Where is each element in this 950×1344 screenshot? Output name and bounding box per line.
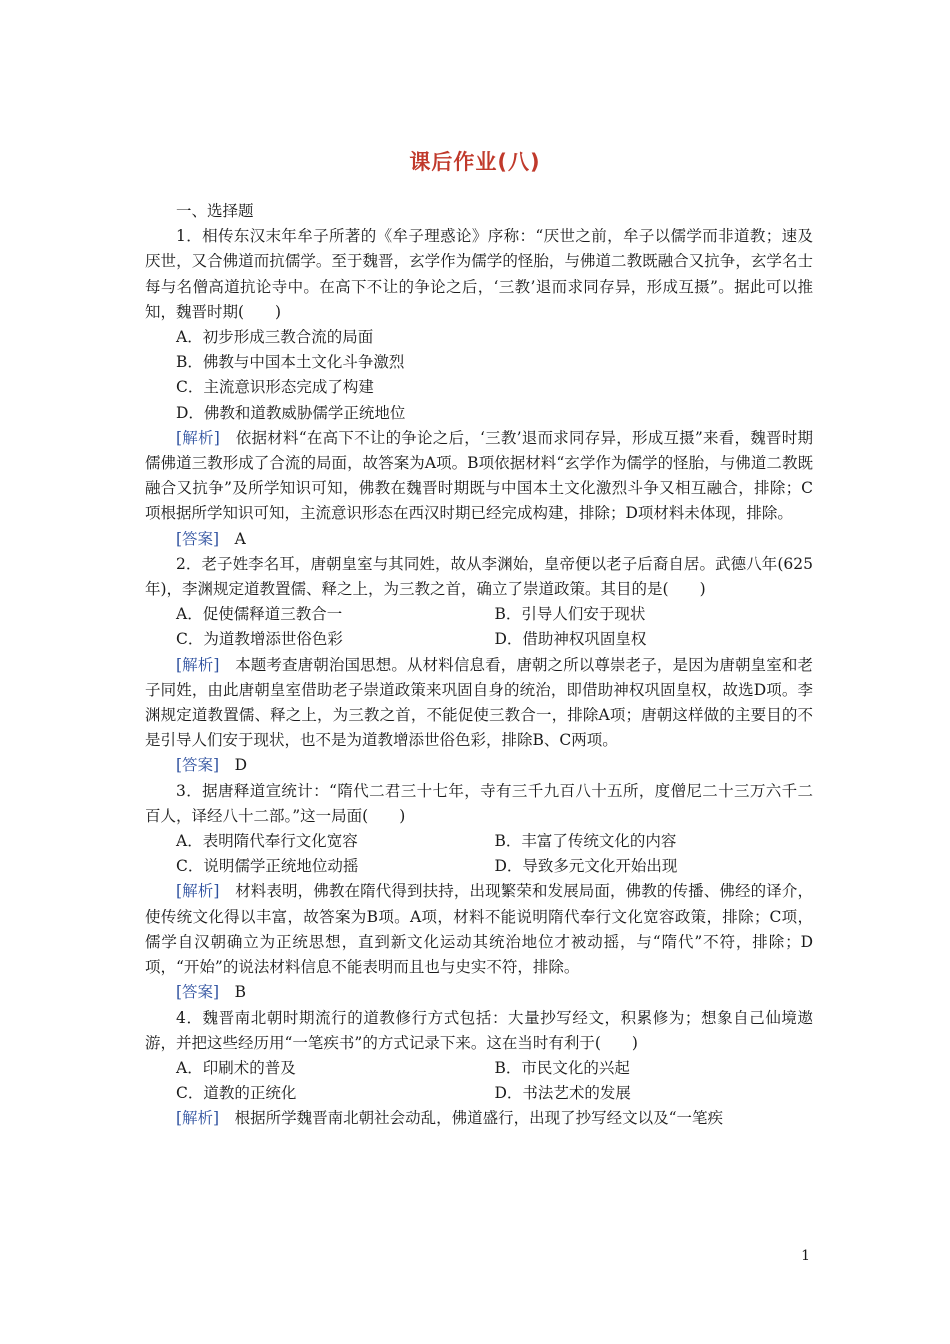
answer-text: D — [219, 756, 248, 775]
question-2-stem: 2．老子姓李名耳，唐朝皇室与其同姓，故从李渊始，皇帝便以老子后裔自居。武德八年(625年)，李渊规定道教置儒、释之上，为三教之首，确立了崇道政策。其目的是( ) — [145, 554, 813, 599]
question-4-options-row-2 — [145, 1081, 813, 1106]
question-1-stem: 1．相传东汉末年牟子所著的《牟子理惑论》序称：“厌世之前，牟子以儒学而非道教；速及厌世，又合佛道而抗儒学。至于魏晋，玄学作为儒学的怪胎，与佛道二教既融合又抗争，玄学名士每与名僧高道抗论寺中。在高下不让的争论之后，‘三教’退而求同存异，形成互摄”。据此可以推知，魏晋时期( ) — [145, 227, 813, 321]
question-1-option-a: A．初步形成三教合流的局面 — [176, 328, 374, 347]
analysis-text: 根据所学魏晋南北朝社会动乱，佛道盛行，出现了抄写经文以及“一笔疾 — [219, 1109, 724, 1128]
question-3-option-a: A．表明隋代奉行文化宽容 — [176, 832, 358, 851]
page-title: 课后作业(八) — [409, 150, 541, 174]
analysis-text: 本题考查唐朝治国思想。从材料信息看，唐朝之所以尊崇老子，是因为唐朝皇室和老子同姓，由此唐朝皇室借助老子崇道政策来巩固自身的统治，即借助神权巩固皇权，故选D项。李渊规定道教置儒、释之上，为三教之首，不能促使三教合一，排除A项；唐朝这样做的主要目的不是引导人们安于现状，也不是为道教增添世俗色彩，排除B、C两项。 — [145, 655, 813, 750]
question-3-option-c: C．说明儒学正统地位动摇 — [176, 857, 359, 876]
question-2-analysis — [145, 653, 813, 754]
question-3-analysis — [145, 879, 813, 980]
question-3-stem: 3．据唐释道宣统计：“隋代二君三十七年，寺有三千九百八十五所，度僧尼二十三万六千二百人，译经八十二部。”这一局面( ) — [145, 781, 813, 825]
question-3-option-b: B．丰富了传统文化的内容 — [494, 832, 677, 851]
question-4-option-b: B．市民文化的兴起 — [494, 1058, 630, 1077]
question-3-answer — [145, 980, 813, 1005]
analysis-tag: [解析] — [176, 428, 220, 447]
question-3-option-d: D．导致多元文化开始出现 — [494, 857, 678, 876]
question-4-stem: 4．魏晋南北朝时期流行的道教修行方式包括：大量抄写经文，积累修为；想象自己仙境遨游，并把这些经历用“一笔疾书”的方式记录下来。这在当时有利于( ) — [145, 1008, 813, 1052]
page-number: 1 — [801, 1248, 810, 1264]
question-4-option-c: C．道教的正统化 — [176, 1084, 297, 1103]
question-4-option-a: A．印刷术的普及 — [176, 1058, 296, 1077]
question-2-options-row-2 — [145, 627, 813, 652]
question-2-option-a: A．促使儒释道三教合一 — [176, 605, 343, 624]
question-4-analysis — [145, 1106, 813, 1131]
analysis-tag: [解析] — [176, 882, 220, 901]
answer-text: B — [219, 983, 246, 1002]
question-4-options-row-1 — [145, 1056, 813, 1081]
answer-tag: [答案] — [176, 756, 220, 775]
question-1-option-d: D．佛教和道教威胁儒学正统地位 — [176, 403, 406, 422]
answer-text: A — [219, 529, 246, 548]
question-2-option-d: D．借助神权巩固皇权 — [494, 630, 647, 649]
question-1-option-c: C．主流意识形态完成了构建 — [176, 378, 374, 397]
answer-tag: [答案] — [176, 529, 220, 548]
question-2-answer — [145, 753, 813, 778]
question-2-option-c: C．为道教增添世俗色彩 — [176, 630, 343, 649]
question-3-options-row-1 — [145, 829, 813, 854]
question-3-options-row-2 — [145, 854, 813, 879]
analysis-tag: [解析] — [176, 655, 220, 674]
analysis-text: 依据材料“在高下不让的争论之后，‘三教’退而求同存异，形成互摄”来看，魏晋时期儒佛道三教形成了合流的局面，故答案为A项。B项依据材料“玄学作为儒学的怪胎，与佛道二教既融合又抗争”及所学知识可知，佛教在魏晋时期既与中国本土文化激烈斗争又相互融合，排除；C项根据所学知识可知，主流意识形态在西汉时期已经完成构建，排除；D项材料未体现，排除。 — [145, 428, 813, 523]
question-1-analysis — [145, 426, 813, 527]
question-1-answer — [145, 527, 813, 552]
answer-tag: [答案] — [176, 983, 220, 1002]
analysis-text: 材料表明，佛教在隋代得到扶持，出现繁荣和发展局面，佛教的传播、佛经的译介，使传统文化得以丰富，故答案为B项。A项，材料不能说明隋代奉行文化宽容政策，排除；C项，儒学自汉朝确立为正统思想，直到新文化运动其统治地位才被动摇，与“隋代”不符，排除；D项，“开始”的说法材料信息不能表明而且也与史实不符，排除。 — [145, 882, 813, 977]
analysis-tag: [解析] — [176, 1109, 220, 1128]
document-body — [145, 199, 813, 1132]
question-2-options-row-1 — [145, 602, 813, 627]
section-heading: 一、选择题 — [176, 202, 254, 220]
question-1-option-b: B．佛教与中国本土文化斗争激烈 — [176, 353, 405, 372]
question-4-option-d: D．书法艺术的发展 — [494, 1084, 631, 1103]
question-2-option-b: B．引导人们安于现状 — [494, 605, 646, 624]
